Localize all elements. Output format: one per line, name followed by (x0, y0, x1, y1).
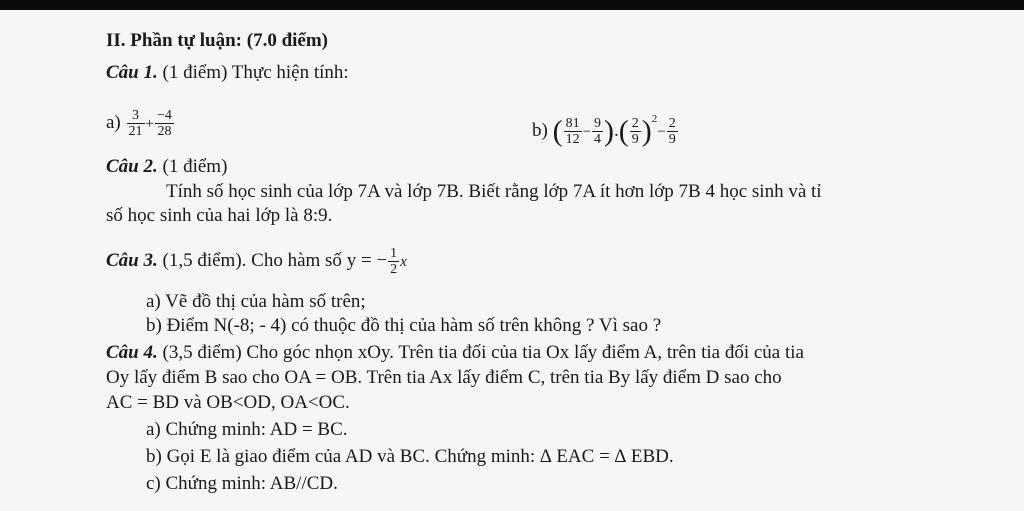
top-border-bar (0, 0, 1024, 10)
function-variable: x (400, 253, 407, 270)
numerator: −4 (156, 108, 172, 123)
question-4-heading (106, 342, 804, 364)
minus-operator: − (657, 124, 666, 140)
denominator: 21 (128, 124, 143, 139)
paren-close: ) (604, 114, 615, 148)
question-1b-label: b) (532, 120, 548, 141)
question-2-heading (106, 156, 227, 178)
exponent: 2 (651, 113, 658, 125)
denominator: 12 (565, 132, 580, 148)
numerator: 9 (594, 116, 602, 132)
question-4b: b) Gọi E là giao điểm của AD và BC. Chứng minh: ∆ EAC = ∆ EBD. (146, 446, 674, 467)
question-2-text: (1 điểm) (157, 156, 228, 177)
question-4-text-line-2: Oy lấy điểm B sao cho OA = OB. Trên tia Ax lấy điểm C, trên tia By lấy điểm D sao cho (106, 367, 782, 388)
question-1a-label: a) (106, 111, 121, 133)
fraction (630, 116, 641, 147)
question-3-text: (1,5 điểm). Cho hàm số (157, 249, 347, 271)
question-4-text-line-3: AC = BD và OB<OD, OA<OC. (106, 392, 350, 413)
question-3-heading (106, 246, 407, 277)
question-1-label: Câu 1. (106, 62, 158, 83)
section-title: II. Phần tự luận: (7.0 điểm) (106, 30, 329, 51)
question-4c: c) Chứng minh: AB//CD. (146, 473, 338, 494)
question-3-label: Câu 3. (106, 249, 158, 271)
paren-close: ) (641, 114, 652, 148)
denominator: 2 (390, 262, 398, 277)
numerator: 2 (631, 116, 639, 132)
denominator: 9 (668, 132, 676, 148)
question-3a: a) Vẽ đồ thị của hàm số trên; (146, 291, 366, 312)
exam-page (0, 10, 1024, 511)
denominator: 4 (594, 132, 602, 148)
paren-open: ( (618, 114, 629, 148)
denominator: 9 (631, 132, 639, 148)
fraction (155, 108, 174, 139)
question-1-heading (106, 62, 349, 84)
question-4-text-line-1: (3,5 điểm) Cho góc nhọn xOy. Trên tia đối của tia Ox lấy điểm A, trên tia đối của tia (157, 342, 804, 363)
question-4a: a) Chứng minh: AD = BC. (146, 419, 348, 440)
denominator: 28 (157, 124, 172, 139)
function-prefix: y = − (346, 249, 388, 271)
fraction (388, 246, 399, 277)
question-2-body-line-1: Tính số học sinh của lớp 7A và lớp 7B. Biết rằng lớp 7A ít hơn lớp 7B 4 học sinh và tỉ (166, 181, 822, 202)
fraction (592, 116, 603, 147)
question-2-label: Câu 2. (106, 156, 158, 177)
numerator: 2 (668, 116, 676, 132)
fraction (564, 116, 582, 147)
question-1-text: (1 điểm) Thực hiện tính: (157, 62, 349, 83)
paren-open: ( (552, 114, 563, 148)
dot-operator: . (614, 120, 619, 141)
question-3b: b) Điểm N(-8; - 4) có thuộc đồ thị của hàm số trên không ? Vì sao ? (146, 315, 662, 336)
numerator: 81 (565, 116, 580, 132)
fraction (667, 116, 678, 147)
plus-operator: + (145, 115, 154, 132)
fraction (127, 108, 145, 139)
numerator: 3 (127, 108, 145, 124)
question-2-body-line-2: số học sinh của hai lớp là 8:9. (106, 205, 333, 226)
question-1b (532, 108, 679, 147)
question-4-label: Câu 4. (106, 342, 158, 363)
numerator: 1 (390, 246, 398, 261)
minus-operator: − (582, 124, 592, 140)
question-1a (106, 108, 175, 139)
